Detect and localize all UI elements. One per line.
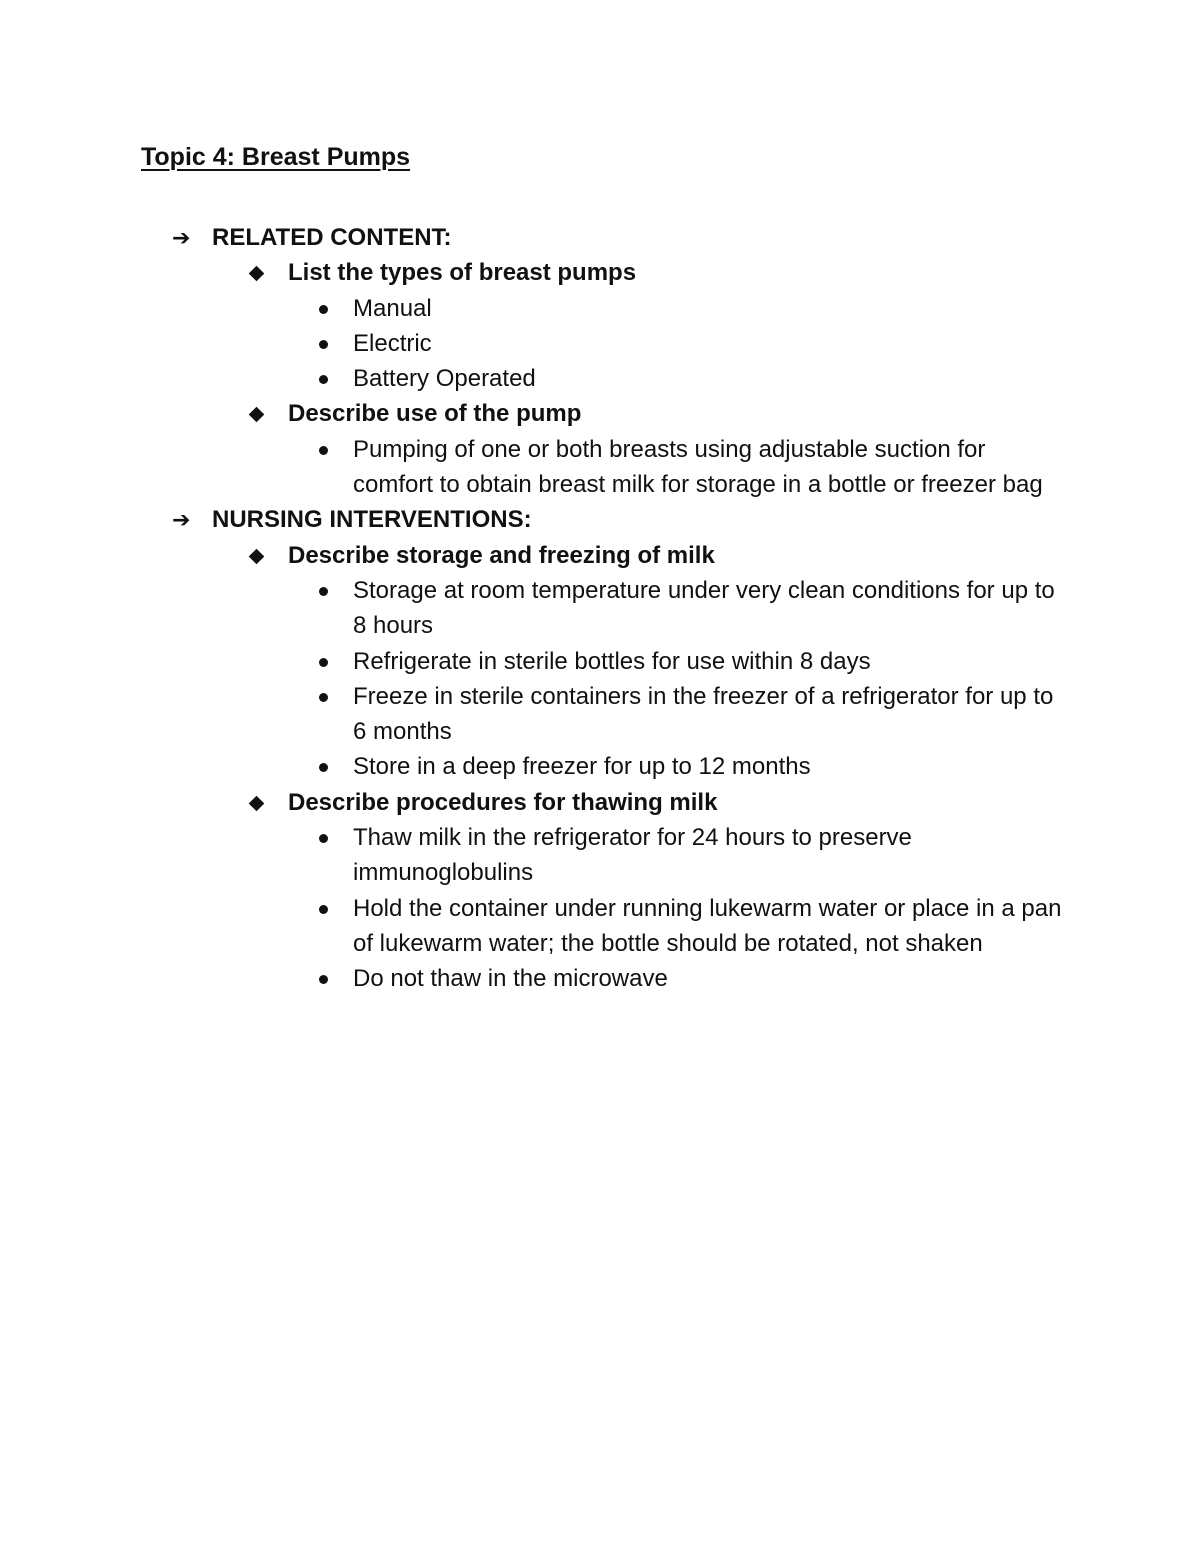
outline-list xyxy=(0,220,1200,997)
diamond-bullet-icon xyxy=(249,267,262,280)
list-item xyxy=(0,961,1063,996)
arrow-icon: ➔ xyxy=(172,225,191,250)
subsection-heading xyxy=(0,785,1200,820)
diamond-bullet-icon xyxy=(249,550,262,563)
dot-bullet-icon xyxy=(319,587,328,596)
subsection-heading-label: Describe use of the pump xyxy=(288,400,582,428)
list-item-text: Refrigerate in sterile bottles for use within 8 days xyxy=(353,647,871,675)
list-item xyxy=(0,891,1063,962)
diamond-bullet-icon xyxy=(249,408,262,421)
subsection-heading xyxy=(0,396,1200,431)
list-item-text: Storage at room temperature under very clean conditions for up to 8 hours xyxy=(353,576,1055,640)
arrow-icon: ➔ xyxy=(172,507,191,533)
list-item-text: Battery Operated xyxy=(353,365,536,393)
list-item-text: Electric xyxy=(353,329,432,357)
dot-bullet-icon xyxy=(319,658,328,667)
section-heading-related-content xyxy=(0,220,1200,255)
list-item-text: Manual xyxy=(353,294,432,322)
dot-bullet-icon xyxy=(319,375,328,384)
page-title: Topic 4: Breast Pumps xyxy=(141,143,411,171)
list-item xyxy=(0,573,1063,644)
dot-bullet-icon xyxy=(319,305,328,314)
dot-bullet-icon xyxy=(319,693,328,702)
list-item-text: Freeze in sterile containers in the freezer of a refrigerator for up to 6 months xyxy=(353,682,1054,746)
list-item xyxy=(0,749,1063,784)
dot-bullet-icon xyxy=(319,834,328,843)
list-item xyxy=(0,644,1063,679)
section-heading-label: RELATED CONTENT: xyxy=(212,224,452,251)
list-item xyxy=(0,361,1200,396)
list-item-text: Pumping of one or both breasts using adjustable suction for comfort to obtain breast milk for storage in a bottle or freezer bag xyxy=(353,435,1043,499)
subsection-heading xyxy=(0,255,1200,290)
dot-bullet-icon xyxy=(319,340,328,349)
diamond-bullet-icon xyxy=(249,797,262,810)
list-item xyxy=(0,432,1063,503)
dot-bullet-icon xyxy=(319,975,328,984)
list-item-text: Do not thaw in the microwave xyxy=(353,965,668,993)
subsection-heading xyxy=(0,538,1200,573)
list-item xyxy=(0,679,1063,750)
section-heading-label: NURSING INTERVENTIONS: xyxy=(212,506,532,534)
subsection-heading-label: Describe procedures for thawing milk xyxy=(288,788,718,816)
list-item-text: Hold the container under running lukewarm water or place in a pan of lukewarm water; the bottle should be rotated, not shaken xyxy=(353,894,1062,957)
subsection-heading-label: List the types of breast pumps xyxy=(288,259,637,287)
section-heading-nursing-interventions xyxy=(0,502,1200,537)
dot-bullet-icon xyxy=(319,446,328,455)
list-item-text: Thaw milk in the refrigerator for 24 hours to preserve immunoglobulins xyxy=(353,824,912,887)
dot-bullet-icon xyxy=(319,905,328,914)
list-item xyxy=(0,326,1200,361)
subsection-heading-label: Describe storage and freezing of milk xyxy=(288,541,715,569)
dot-bullet-icon xyxy=(319,763,328,772)
list-item xyxy=(0,291,1200,326)
list-item-text: Store in a deep freezer for up to 12 months xyxy=(353,753,811,781)
list-item xyxy=(0,820,1063,891)
